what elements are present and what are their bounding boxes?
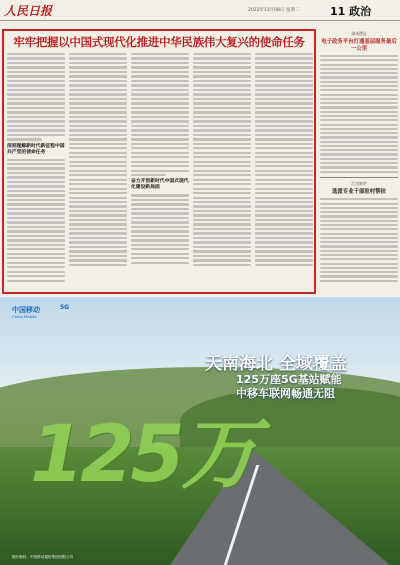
ad-headline-3: 中移车联网畅通无阻: [236, 387, 335, 400]
brand-5g-mark: 5G: [60, 304, 70, 311]
ad-big-number: 125万: [30, 410, 255, 500]
article-column-1: [7, 53, 65, 293]
sidebar-column: [320, 30, 398, 295]
sidebar-article-title-1[interactable]: 电子政务平台打通基层服务最后一公里: [321, 39, 397, 52]
ad-footer: 图片版权：中国移动通信集团有限公司: [12, 555, 74, 559]
ad-headline-1: 天南海北 全域覆盖: [205, 354, 347, 374]
article-subhead: 深刻理解新时代新征程中国共产党的使命任务: [7, 143, 65, 155]
issue-date: 2022年11月08日 星期二: [248, 8, 300, 13]
advertisement[interactable]: [0, 297, 400, 565]
article-column-3: [131, 53, 189, 293]
lead-article-title: 牢牢把握以中国式现代化推进中华民族伟大复兴的使命任务: [13, 35, 305, 49]
page-label: 11 政治: [330, 5, 372, 18]
article-subhead-2: 奋力开创新时代中国式现代化建设新局面: [131, 179, 189, 191]
brand-logo: 中国移动: [12, 306, 40, 314]
article-column-2: [69, 53, 127, 293]
sidebar-article-title-2[interactable]: 选派专业干部驻村帮扶: [332, 188, 386, 195]
sidebar-kicker-2: 江西新余: [351, 180, 367, 186]
masthead: [0, 0, 400, 21]
sidebar-kicker-1: 湖南澧县: [351, 31, 367, 36]
ad-headline-2: 125万座5G基站赋能: [236, 373, 342, 386]
article-column-5: [255, 53, 313, 293]
lead-article-body: [7, 53, 313, 293]
newspaper-logo: 人民日报: [4, 4, 53, 18]
brand-subtitle: China Mobile: [12, 314, 37, 319]
lead-article[interactable]: [2, 29, 316, 294]
article-column-4: [193, 53, 251, 293]
